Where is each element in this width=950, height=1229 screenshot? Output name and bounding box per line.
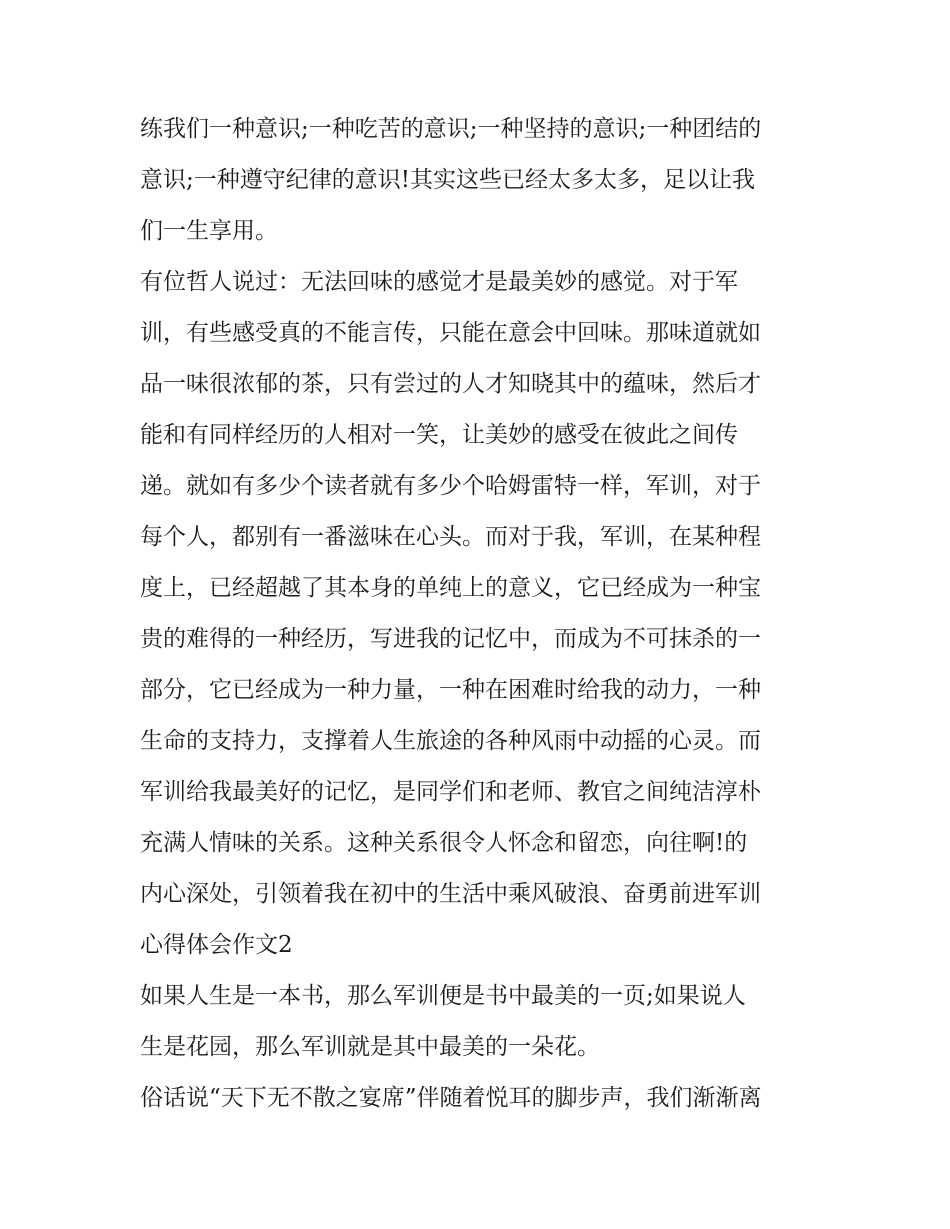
- text-line: 生是花园，那么军训就是其中最美的一朵花。: [140, 1034, 600, 1060]
- text-line: 练我们一种意识;一种吃苦的意识;一种坚持的意识;一种团结的: [140, 116, 762, 142]
- text-line: 每个人，都别有一番滋味在心头。而对于我，军训，在某种程: [140, 524, 761, 550]
- text-line: 如果人生是一本书，那么军训便是书中最美的一页;如果说人: [140, 983, 746, 1009]
- text-line: 生命的支持力，支撑着人生旅途的各种风雨中动摇的心灵。而: [140, 728, 761, 754]
- text-line: 贵的难得的一种经历，写进我的记忆中，而成为不可抹杀的一: [140, 626, 761, 652]
- text-line: 部分，它已经成为一种力量，一种在困难时给我的动力，一种: [140, 677, 761, 703]
- text-line: 内心深处，引领着我在初中的生活中乘风破浪、奋勇前进军训: [140, 881, 761, 907]
- text-line: 训，有些感受真的不能言传，只能在意会中回味。那味道就如: [140, 320, 761, 346]
- text-line: 有位哲人说过：无法回味的感觉才是最美妙的感觉。对于军: [140, 269, 738, 295]
- section-heading: 心得体会作文2: [140, 932, 293, 958]
- document-body: [140, 104, 815, 1124]
- text-line: 品一味很浓郁的茶，只有尝过的人才知晓其中的蕴味，然后才: [140, 371, 761, 397]
- text-line: 递。就如有多少个读者就有多少个哈姆雷特一样，军训，对于: [140, 473, 761, 499]
- text-line: 充满人情味的关系。这种关系很令人怀念和留恋，向往啊!的: [140, 830, 748, 856]
- text-line: 度上，已经超越了其本身的单纯上的意义，它已经成为一种宝: [140, 575, 761, 601]
- text-line: 意识;一种遵守纪律的意识!其实这些已经太多太多，足以让我: [140, 167, 755, 193]
- text-line: 们一生享用。: [140, 218, 278, 244]
- text-line: 军训给我最美好的记忆，是同学们和老师、教官之间纯洁淳朴: [140, 779, 761, 805]
- text-line: 俗话说“天下无不散之宴席”伴随着悦耳的脚步声，我们渐渐离: [140, 1085, 762, 1111]
- text-line: 能和有同样经历的人相对一笑，让美妙的感受在彼此之间传: [140, 422, 738, 448]
